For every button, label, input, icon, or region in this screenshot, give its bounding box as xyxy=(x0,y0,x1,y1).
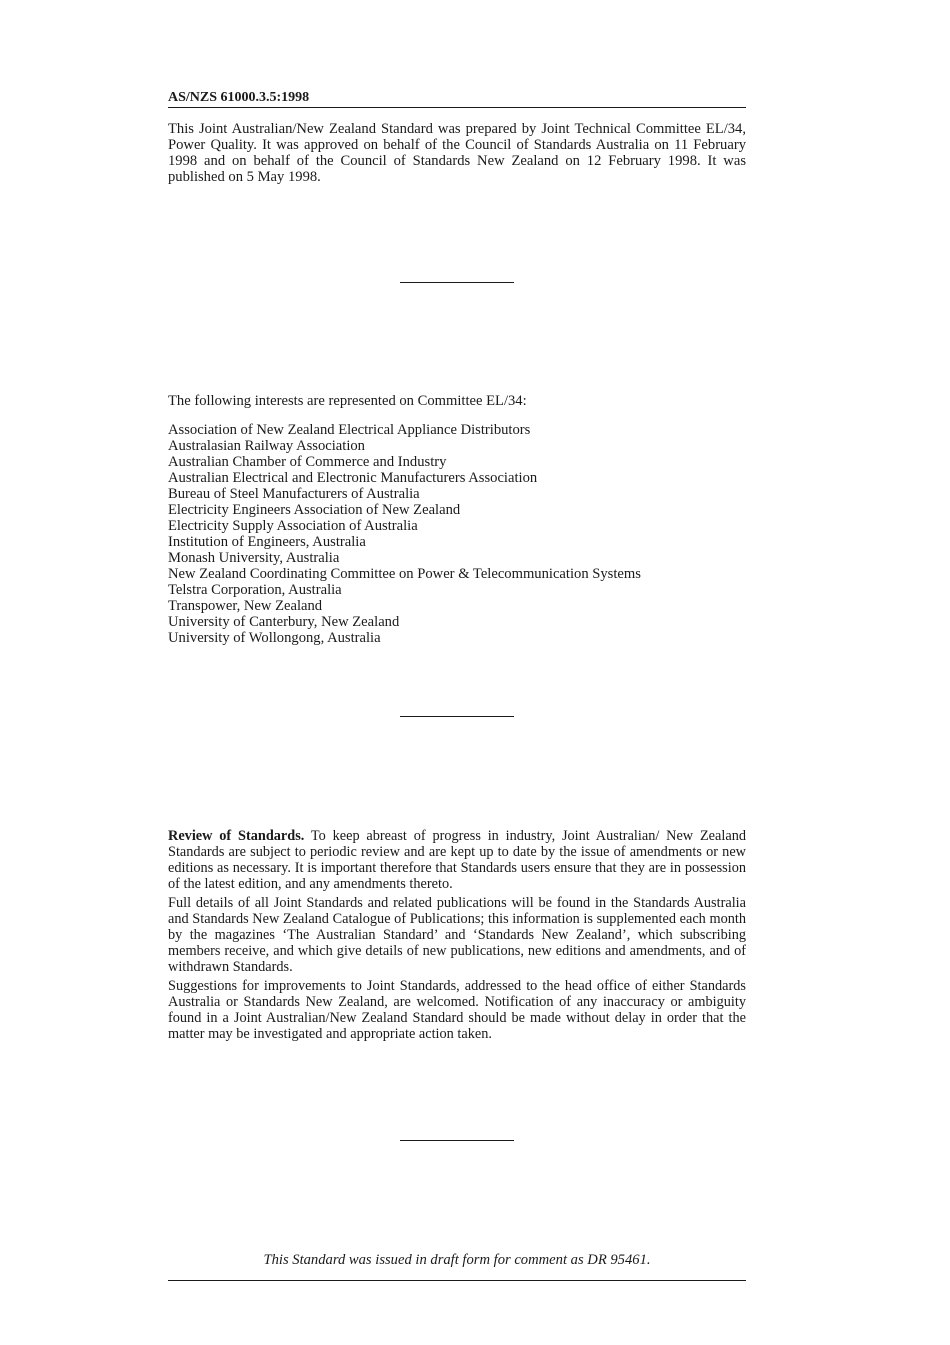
interest-item: University of Canterbury, New Zealand xyxy=(168,614,400,630)
interest-item: Bureau of Steel Manufacturers of Australia xyxy=(168,486,420,502)
interest-item: Telstra Corporation, Australia xyxy=(168,582,342,598)
interests-heading: The following interests are represented on Committee EL/34: xyxy=(168,393,527,409)
interest-item: Monash University, Australia xyxy=(168,550,340,566)
interest-item: Australasian Railway Association xyxy=(168,438,365,454)
interest-item: Transpower, New Zealand xyxy=(168,598,323,614)
review-paragraph-1-text: To keep abreast of progress in industry, Joint Australian/ New Zealand Standards are subject to periodic review and are kept up to date by the issue of amendments or new editions as necessary. It is important therefore that Standards users ensure that they are in possession of the latest edition, and any amendments thereto. xyxy=(168,828,746,892)
section-divider xyxy=(400,282,514,283)
interest-item: University of Wollongong, Australia xyxy=(168,630,381,646)
interest-item: Electricity Engineers Association of New Zealand xyxy=(168,502,461,518)
standard-designation-header: AS/NZS 61000.3.5:1998 xyxy=(168,89,746,108)
interest-item: Institution of Engineers, Australia xyxy=(168,534,366,550)
draft-note-footer: This Standard was issued in draft form for comment as DR 95461. xyxy=(168,1252,746,1281)
review-of-standards-section xyxy=(168,828,746,1045)
approval-paragraph: This Joint Australian/New Zealand Standard was prepared by Joint Technical Committee EL/34, Power Quality. It was approved on behalf of the Council of Standards Australia on 11 February 1998 and on behalf of the Council of Standards New Zealand on 12 February 1998. It was published on 5 May 1998. xyxy=(168,121,746,185)
interest-item: Association of New Zealand Electrical Appliance Distributors xyxy=(168,422,531,438)
section-divider xyxy=(400,716,514,717)
document-page xyxy=(168,0,746,1345)
review-lead: Review of Standards. xyxy=(168,828,305,844)
interests-list xyxy=(168,422,768,646)
interest-item: New Zealand Coordinating Committee on Power & Telecommunication Systems xyxy=(168,566,641,582)
interest-item: Electricity Supply Association of Australia xyxy=(168,518,418,534)
interest-item: Australian Chamber of Commerce and Industry xyxy=(168,454,447,470)
review-paragraph-2: Full details of all Joint Standards and related publications will be found in the Standards Australia and Standards New Zealand Catalogue of Publications; this information is supplemented each month by the magazines ‘The Australian Standard’ and ‘Standards New Zealand’, which subscribing members receive, and which give details of new publications, new editions and amendments, and of withdrawn Standards. xyxy=(168,895,746,975)
review-paragraph-3: Suggestions for improvements to Joint Standards, addressed to the head office of either Standards Australia or Standards New Zealand, are welcomed. Notification of any inaccuracy or ambiguity found in a Joint Australian/New Zealand Standard should be made without delay in order that the matter may be investigated and appropriate action taken. xyxy=(168,978,746,1042)
interest-item: Australian Electrical and Electronic Manufacturers Association xyxy=(168,470,538,486)
review-paragraph-1 xyxy=(168,828,746,892)
section-divider xyxy=(400,1140,514,1141)
